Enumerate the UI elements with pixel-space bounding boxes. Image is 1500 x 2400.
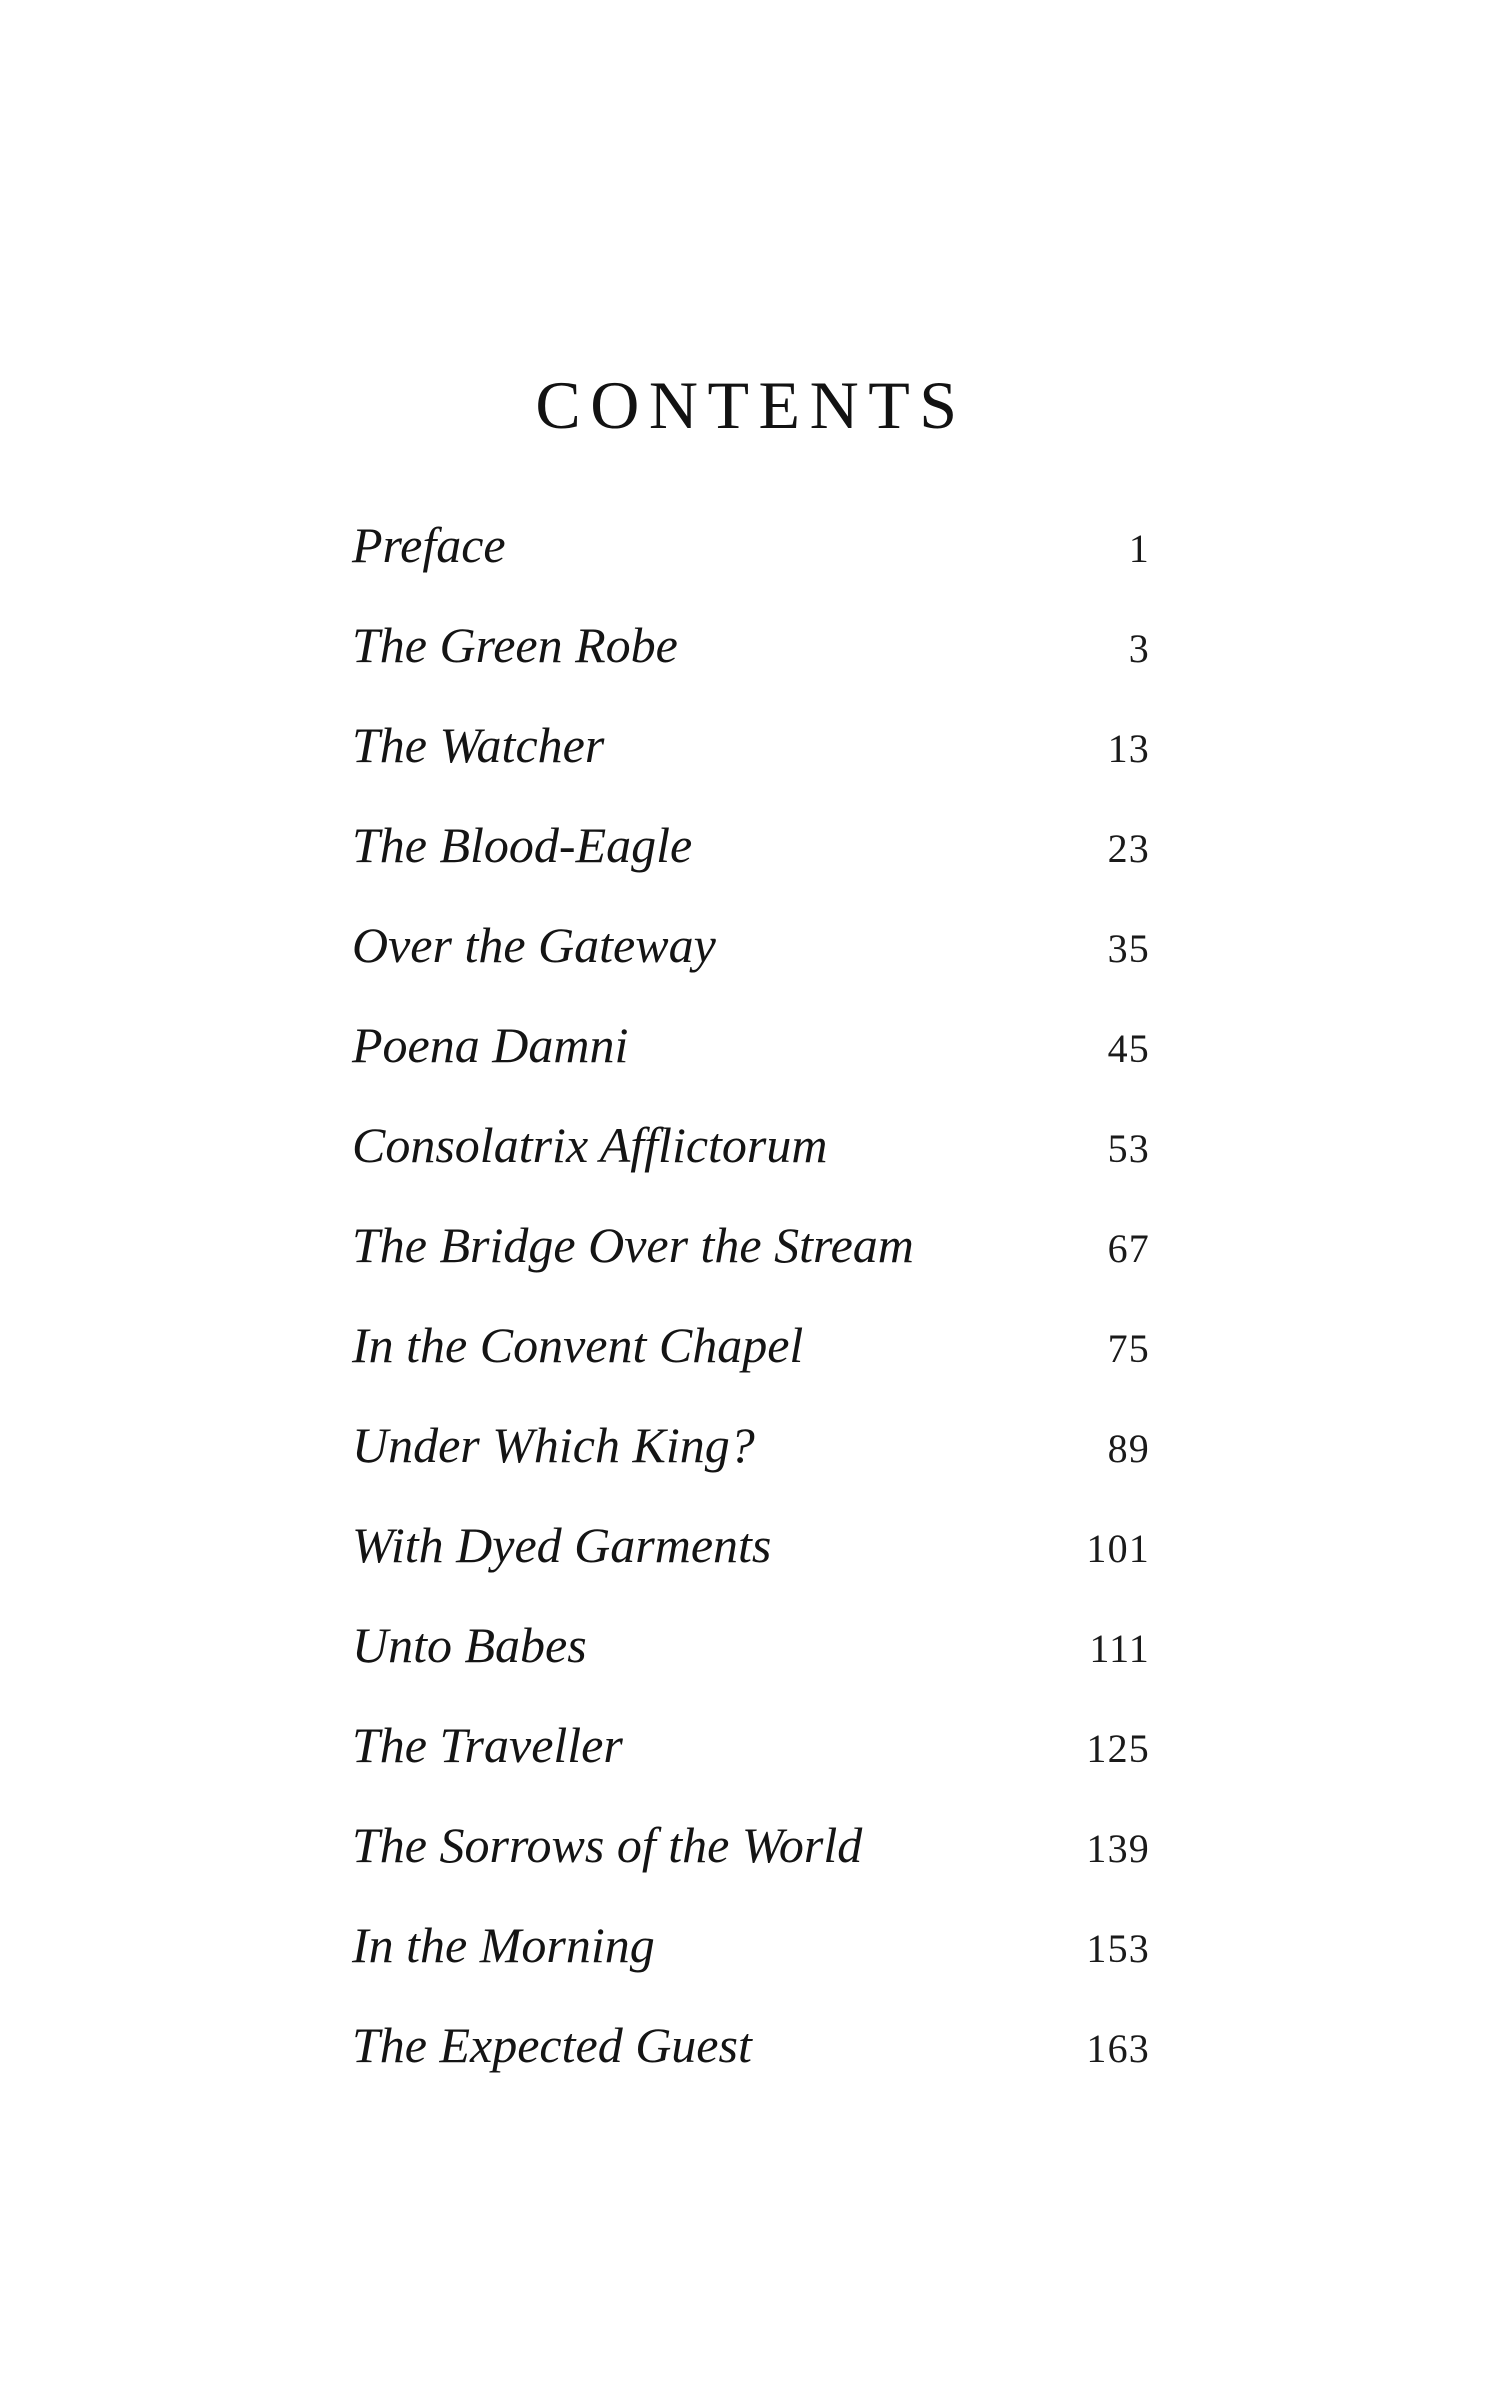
chapter-title: The Bridge Over the Stream (352, 1217, 914, 1273)
page-number: 35 (1107, 926, 1150, 971)
toc-list (352, 517, 1150, 2120)
contents-title: CONTENTS (535, 367, 967, 443)
toc-row (352, 1117, 1150, 1220)
chapter-title: Under Which King? (352, 1417, 755, 1473)
toc-row (352, 717, 1150, 820)
toc-row (352, 617, 1150, 720)
page-number: 153 (1086, 1926, 1150, 1971)
chapter-title: The Green Robe (352, 617, 678, 673)
page-number: 23 (1107, 826, 1150, 871)
chapter-title: Unto Babes (352, 1617, 587, 1673)
chapter-title: The Blood-Eagle (352, 817, 693, 873)
page-number: 163 (1086, 2026, 1150, 2071)
page-number: 125 (1086, 1726, 1150, 1771)
page-number: 13 (1107, 726, 1150, 771)
page-number: 101 (1086, 1526, 1150, 1571)
chapter-title: In the Convent Chapel (352, 1317, 804, 1373)
chapter-title: The Expected Guest (352, 2017, 752, 2073)
chapter-title: Over the Gateway (352, 917, 716, 973)
page-number: 3 (1128, 626, 1150, 671)
toc-row (352, 1317, 1150, 1420)
toc-row (352, 817, 1150, 920)
chapter-title: With Dyed Garments (352, 1517, 772, 1573)
chapter-title: Poena Damni (352, 1017, 629, 1073)
toc-row (352, 917, 1150, 1020)
chapter-title: Preface (352, 517, 506, 573)
chapter-title: The Traveller (352, 1717, 623, 1773)
chapter-title: The Sorrows of the World (352, 1817, 863, 1873)
chapter-title: Consolatrix Afflictorum (352, 1117, 828, 1173)
page-number: 89 (1107, 1426, 1150, 1471)
toc-row (352, 517, 1150, 620)
page-number: 75 (1107, 1326, 1150, 1371)
page-number: 111 (1089, 1626, 1150, 1671)
toc-row (352, 2017, 1150, 2120)
toc-row (352, 1017, 1150, 1120)
toc-row (352, 1517, 1150, 1620)
chapter-title: The Watcher (352, 717, 605, 773)
page-number: 53 (1107, 1126, 1150, 1171)
page-number: 139 (1086, 1826, 1150, 1871)
toc-row (352, 1217, 1150, 1320)
toc-row (352, 1917, 1150, 2020)
chapter-title: In the Morning (352, 1917, 655, 1973)
toc-row (352, 1717, 1150, 1820)
toc-row (352, 1417, 1150, 1520)
toc-row (352, 1817, 1150, 1920)
toc-row (352, 1617, 1150, 1720)
page-number: 45 (1107, 1026, 1150, 1071)
page-number: 67 (1107, 1226, 1150, 1271)
page-number: 1 (1128, 526, 1150, 571)
